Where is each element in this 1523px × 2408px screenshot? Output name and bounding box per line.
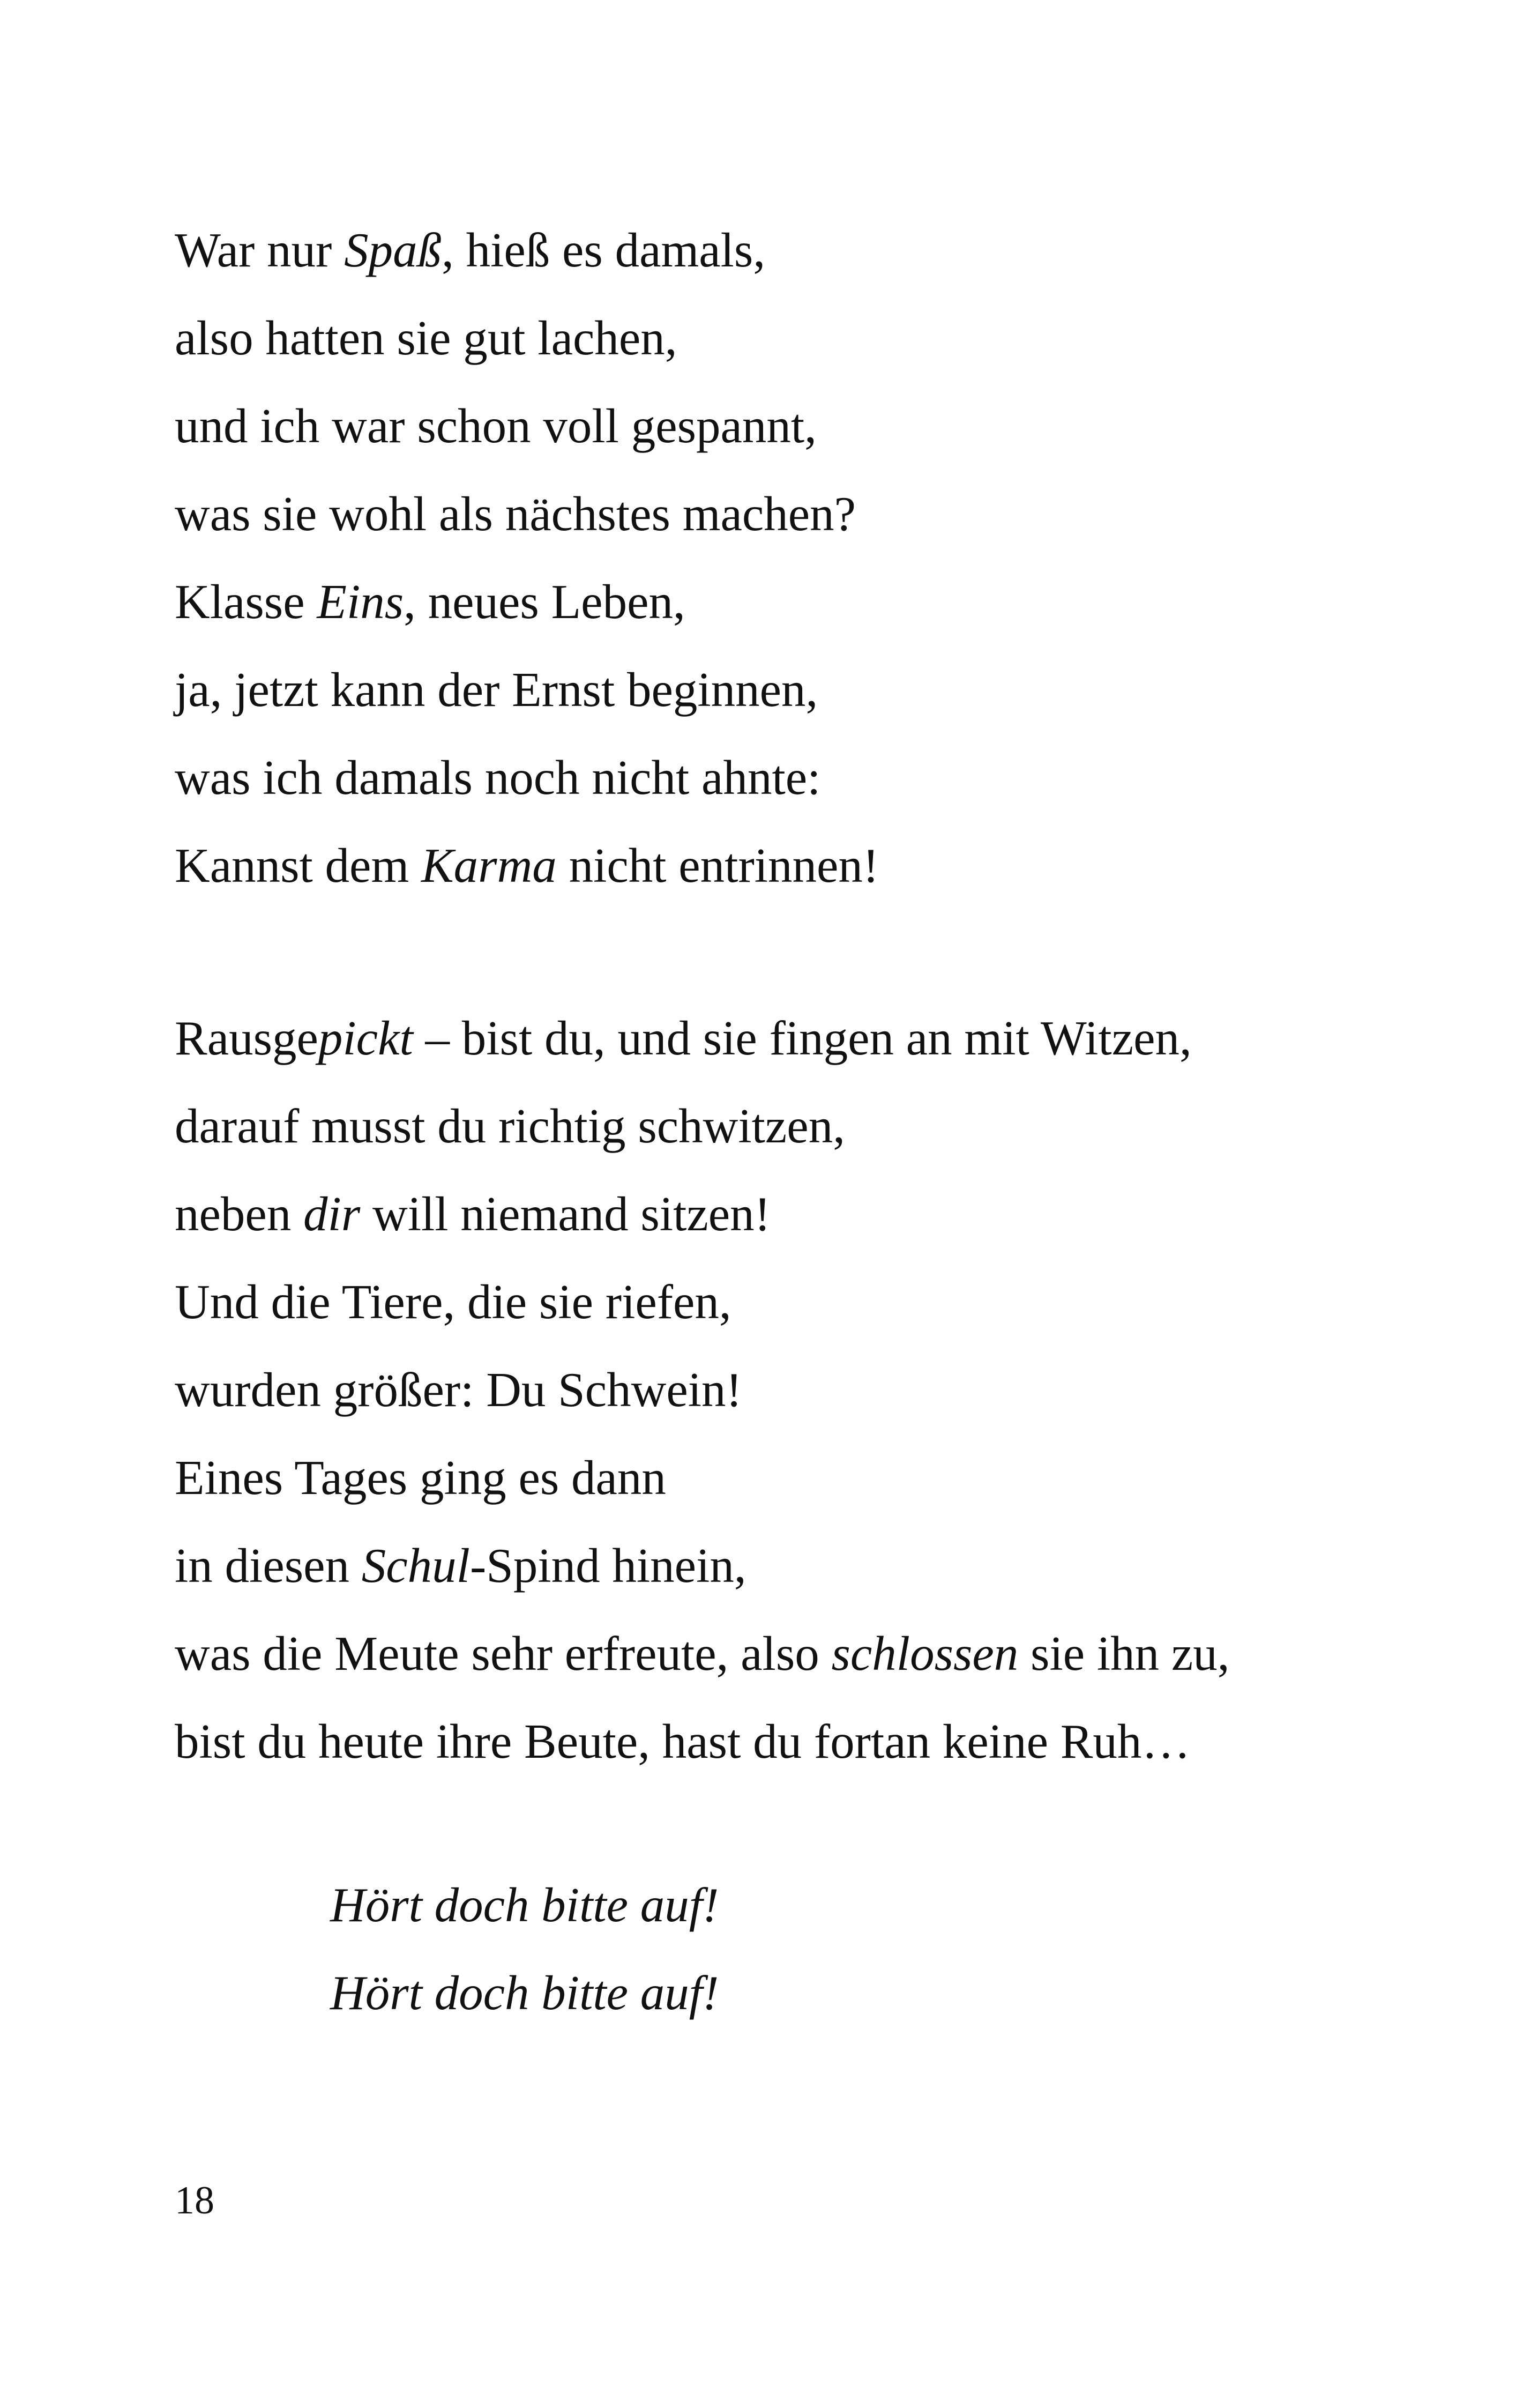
poem-line: Eines Tages ging es dann bbox=[175, 1451, 666, 1505]
poem-line: bist du heute ihre Beute, hast du fortan keine Ruh… bbox=[175, 1714, 1191, 1768]
emphasis-text: Karma bbox=[421, 838, 557, 893]
poem-line: Und die Tiere, die sie riefen, bbox=[175, 1275, 731, 1329]
poem-line: wurden größer: Du Schwein! bbox=[175, 1363, 742, 1417]
poem-line: und ich war schon voll gespannt, bbox=[175, 399, 817, 453]
text-segment: will niemand sitzen! bbox=[360, 1187, 771, 1241]
refrain-line: Hört doch bitte auf! bbox=[330, 1966, 719, 2020]
emphasis-text: pickt bbox=[318, 1011, 413, 1065]
text-segment: Kannst dem bbox=[175, 838, 421, 893]
poem-line bbox=[175, 1522, 1230, 1610]
emphasis-text: Schul bbox=[361, 1539, 470, 1593]
text-segment: War nur bbox=[175, 223, 345, 277]
stanza-2 bbox=[175, 994, 1230, 1786]
poem-line bbox=[175, 1170, 1230, 1258]
text-segment: , hieß es damals, bbox=[442, 223, 766, 277]
text-segment: -Spind hinein, bbox=[469, 1539, 746, 1593]
poem-line: was sie wohl als nächstes machen? bbox=[175, 487, 856, 541]
text-segment: Rausge bbox=[175, 1011, 318, 1065]
text-segment: was die Meute sehr erfreute, also bbox=[175, 1626, 832, 1681]
text-segment: Klasse bbox=[175, 575, 317, 629]
stanza-1 bbox=[175, 206, 879, 910]
text-segment: sie ihn zu, bbox=[1018, 1626, 1230, 1681]
poem-line bbox=[175, 822, 879, 910]
refrain-line: Hört doch bitte auf! bbox=[330, 1878, 719, 1932]
emphasis-text: schlossen bbox=[831, 1626, 1019, 1681]
poem-line bbox=[175, 994, 1230, 1082]
poem-line bbox=[175, 1610, 1230, 1698]
text-segment: nicht entrinnen! bbox=[556, 838, 879, 893]
emphasis-text: Eins bbox=[317, 575, 404, 629]
poem-line: was ich damals noch nicht ahnte: bbox=[175, 750, 821, 805]
text-segment: in diesen bbox=[175, 1539, 362, 1593]
text-segment: , neues Leben, bbox=[404, 575, 685, 629]
poem-line: also hatten sie gut lachen, bbox=[175, 311, 677, 365]
page-number: 18 bbox=[175, 2179, 214, 2223]
poem-line bbox=[175, 206, 879, 294]
poem-line bbox=[175, 558, 879, 646]
emphasis-text: dir bbox=[303, 1187, 361, 1241]
text-segment: – bist du, und sie fingen an mit Witzen, bbox=[413, 1011, 1192, 1065]
text-segment: neben bbox=[175, 1187, 304, 1241]
emphasis-text: Spaß bbox=[344, 223, 442, 277]
poem-line: darauf musst du richtig schwitzen, bbox=[175, 1099, 845, 1153]
poem-line: ja, jetzt kann der Ernst beginnen, bbox=[175, 663, 818, 717]
refrain bbox=[330, 1861, 719, 2037]
